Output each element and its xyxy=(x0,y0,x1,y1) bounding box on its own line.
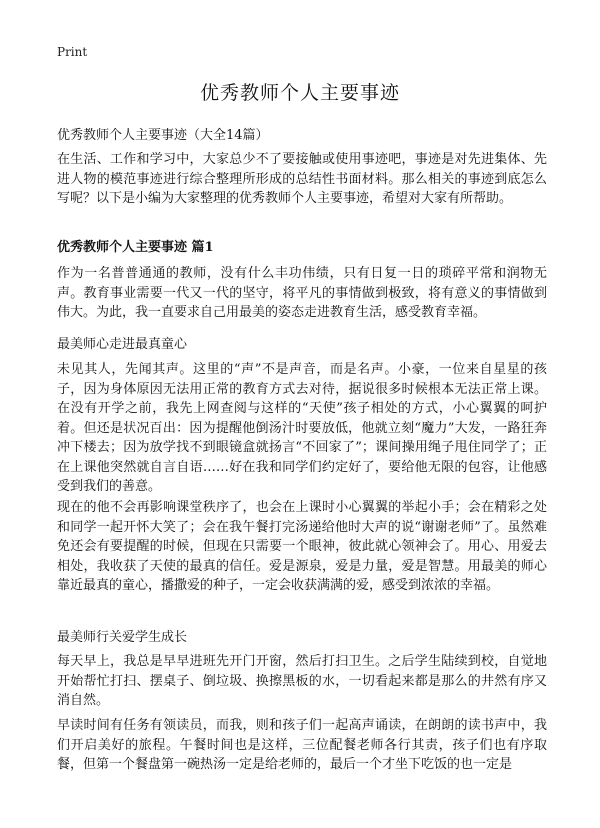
section1-paragraph-3: 现在的他不会再影响课堂秩序了，也会在上课时小心翼翼的举起小手；会在精彩之处和同学一起开怀大笑了；会在我午餐打完汤递给他时大声的说“谢谢老师”了。虽然难免还会有要提醒的时候，但现在只需要一个眼神，彼此就心领神会了。用心、用爱去相处，我收获了天使的最真的信任。爱是源泉，爱是力量，爱是智慧。用最美的师心靠近最真的童心，播撒爱的种子，一定会收获满满的爱，感受到浓浓的幸福。 xyxy=(57,500,547,593)
document-subtitle: 优秀教师个人主要事迹（大全14篇） xyxy=(57,128,269,143)
intro-paragraph: 在生活、工作和学习中，大家总少不了要接触或使用事迹吧，事迹是对先进集体、先进人物的模范事迹进行综合整理所形成的总结性书面材料。那么相关的事迹到底怎么写呢？以下是小编为大家整理的优秀教师个人主要事迹，希望对大家有所帮助。 xyxy=(57,152,547,206)
print-label: Print xyxy=(57,45,88,59)
section1-paragraph-5: 早读时间有任务有领读员，而我，则和孩子们一起高声诵读，在朗朗的读书声中，我们开启美好的旅程。午餐时间也是这样，三位配餐老师各行其责，孩子们也有序取餐，但第一个餐盘第一碗热汤一定是给老师的，最后一个才坐下吃饭的也一定是 xyxy=(57,718,547,772)
section1-paragraph-2: 未见其人，先闻其声。这里的“声”不是声音，而是名声。小豪，一位来自星星的孩子，因为身体原因无法用正常的教育方式去对待，据说很多时候根本无法正常上课。在没有开学之前，我先上网查阅与这样的“天使”孩子相处的方式，小心翼翼的呵护着。但还是状况百出：因为提醒他倒汤汁时要放低，他就立刻“魔力”大发，一路狂奔冲下楼去；因为放学找不到眼镜盒就扬言“不回家了”；课间操用绳子甩住同学了；正在上课他突然就自言自语……好在我和同学们约定好了，要给他无限的包容，让他感受到我们的善意。 xyxy=(57,362,547,494)
subheading-1: 最美师心走进最真童心 xyxy=(57,337,188,352)
section1-paragraph-4: 每天早上，我总是早早进班先开门开窗，然后打扫卫生。之后学生陆续到校，自觉地开始帮忙打扫、摆桌子、倒垃圾、换擦黑板的水，一切看起来都是那么的井然有序又消自然。 xyxy=(57,654,547,708)
subheading-2: 最美师行关爱学生成长 xyxy=(57,630,188,645)
section1-paragraph-1: 作为一名普普通通的教师，没有什么丰功伟绩，只有日复一日的琐碎平常和润物无声。教育事业需要一代又一代的坚守，将平凡的事情做到极致，将有意义的事情做到伟大。为此，我一直要求自己用最美的姿态走进教育生活，感受教育幸福。 xyxy=(57,266,547,320)
page-title: 优秀教师个人主要事迹 xyxy=(199,82,400,104)
section-heading-1: 优秀教师个人主要事迹 篇1 xyxy=(57,240,214,255)
